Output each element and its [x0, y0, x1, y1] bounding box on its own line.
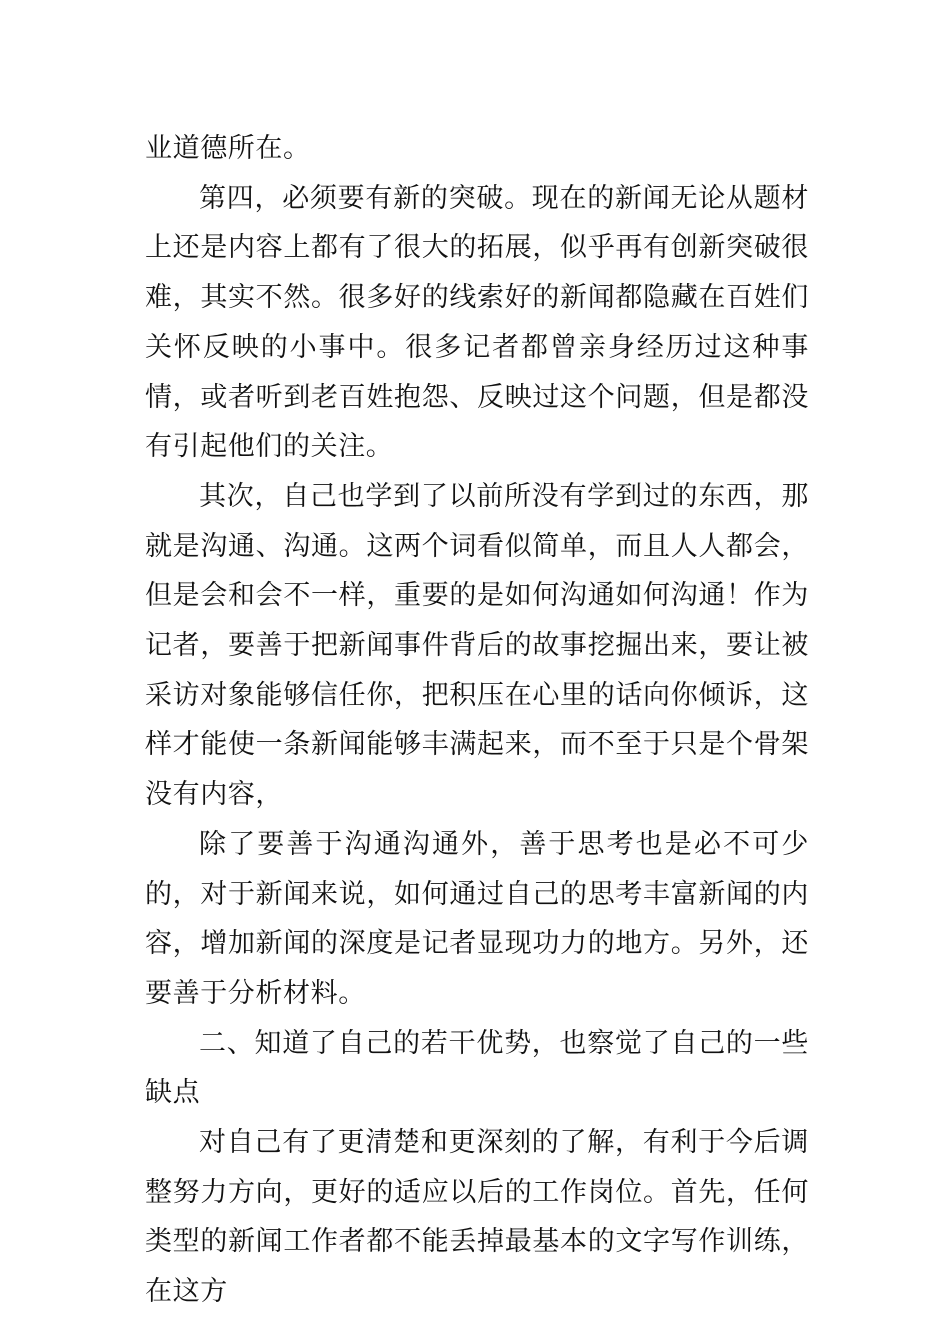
paragraph-2: 第四，必须要有新的突破。现在的新闻无论从题材上还是内容上都有了很大的拓展，似乎再有创新突破很难，其实不然。很多好的线索好的新闻都隐藏在百姓们关怀反映的小事中。很多记者都曾亲身经历过这种事情，或者听到老百姓抱怨、反映过这个问题，但是都没有引起他们的关注。 [145, 182, 809, 463]
paragraph-3: 其次，自己也学到了以前所没有学到过的东西，那就是沟通、沟通。这两个词看似简单，而且人人都会，但是会和会不一样，重要的是如何沟通如何沟通！作为记者，要善于把新闻事件背后的故事挖掘出来，要让被采访对象能够信任你，把积压在心里的话向你倾诉，这样才能使一条新闻能够丰满起来，而不至于只是个骨架没有内容， [145, 480, 809, 811]
body-text [145, 124, 809, 1317]
paragraph-6: 对自己有了更清楚和更深刻的了解，有利于今后调整努力方向，更好的适应以后的工作岗位。首先，任何类型的新闻工作者都不能丢掉最基本的文字写作训练，在这方 [145, 1127, 809, 1308]
paragraph-5: 二、知道了自己的若干优势，也察觉了自己的一些缺点 [145, 1027, 809, 1109]
paragraph-4: 除了要善于沟通沟通外，善于思考也是必不可少的，对于新闻来说，如何通过自己的思考丰富新闻的内容，增加新闻的深度是记者显现功力的地方。另外，还要善于分析材料。 [145, 828, 809, 1009]
paragraph-1: 业道德所在。 [145, 133, 311, 164]
